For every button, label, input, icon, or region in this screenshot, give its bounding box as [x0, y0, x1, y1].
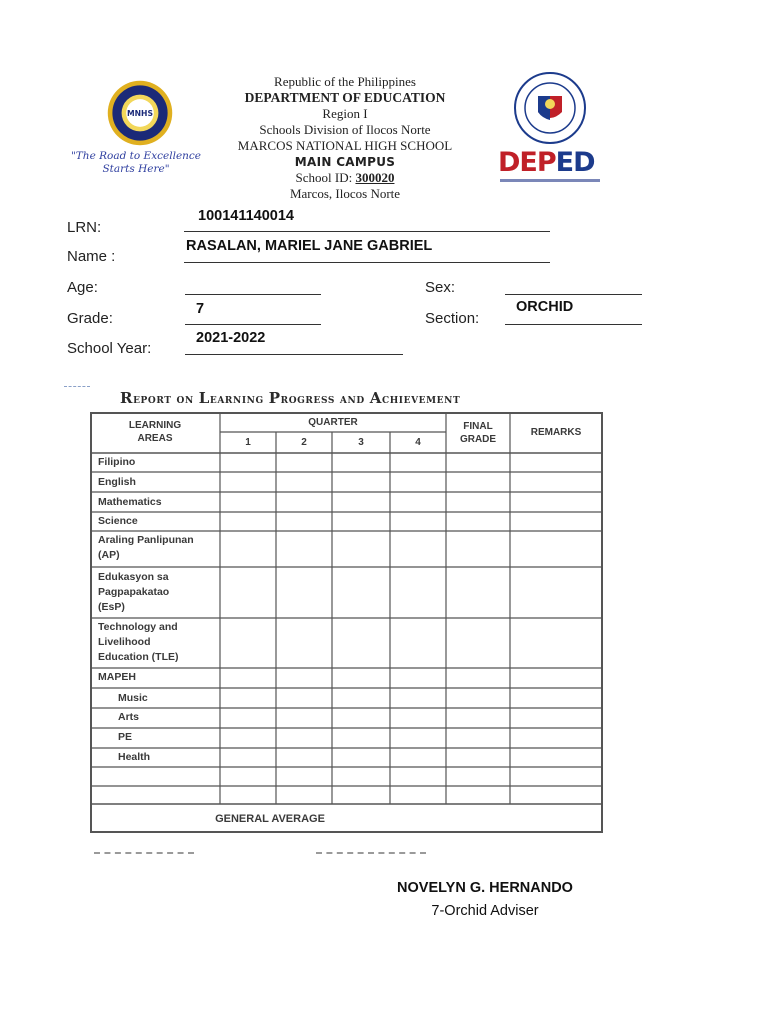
- subject-esp-line-3: (EsP): [98, 601, 125, 613]
- header-department: DEPARTMENT OF EDUCATION: [244, 90, 446, 105]
- report-title-part-4: chievement: [381, 391, 461, 406]
- section-line: [505, 324, 642, 325]
- report-title-cap-r: R: [120, 389, 134, 407]
- header-quarter-2: 2: [301, 437, 307, 448]
- name-line: [184, 262, 550, 263]
- header-remarks: REMARKS: [530, 427, 582, 438]
- grade-value: 7: [196, 301, 205, 317]
- subject-esp: [98, 570, 169, 615]
- report-title-cap-a: A: [369, 389, 382, 407]
- adviser-name: NOVELYN G. HERNANDO: [397, 880, 573, 896]
- stray-mark: [64, 386, 90, 387]
- age-label: Age:: [67, 279, 98, 296]
- subject-mapeh: MAPEH: [98, 671, 136, 683]
- report-title-part-3: rogress and: [280, 391, 370, 406]
- report-title-cap-l: L: [198, 389, 210, 407]
- subject-tle-line-2: Livelihood: [98, 636, 151, 648]
- header-learning-areas: [100, 419, 210, 445]
- subject-music: Music: [118, 692, 148, 704]
- dashed-line-left: [94, 852, 194, 854]
- adviser-title: 7-Orchid Adviser: [431, 903, 539, 919]
- deped-word-ed: ED: [555, 147, 595, 178]
- subject-araling-panlipunan: [98, 533, 194, 563]
- section-label: Section:: [425, 310, 480, 327]
- deped-subline: [500, 179, 600, 182]
- school-id-label: School ID:: [295, 170, 353, 185]
- school-tagline: [56, 150, 216, 176]
- dashed-line-right: [316, 852, 426, 854]
- subject-tle-line-3: Education (TLE): [98, 651, 179, 663]
- deped-seal-icon: [514, 72, 586, 144]
- header-campus: MAIN CAMPUS: [294, 155, 396, 169]
- grade-label: Grade:: [67, 310, 113, 327]
- school-year-value: 2021-2022: [196, 330, 266, 346]
- age-line: [185, 294, 321, 295]
- lrn-line: [184, 231, 550, 232]
- subject-english: English: [98, 476, 136, 488]
- report-title: [120, 389, 600, 407]
- subject-health: Health: [118, 751, 151, 763]
- subject-arts: Arts: [118, 711, 140, 723]
- subject-esp-line-2: Pagpapakatao: [98, 586, 170, 598]
- school-id-value: 300020: [355, 170, 395, 185]
- header-region: Region I: [322, 106, 368, 121]
- school-year-label: School Year:: [67, 340, 152, 357]
- report-title-part-2: earning: [209, 391, 269, 406]
- tagline-line-2: Starts Here": [102, 163, 170, 175]
- subject-esp-line-1: Edukasyon sa: [98, 571, 169, 583]
- school-seal-icon: [97, 80, 183, 146]
- grade-line: [185, 324, 321, 325]
- subject-tle-line-1: Technology and: [98, 621, 178, 633]
- name-value: RASALAN, MARIEL JANE GABRIEL: [186, 238, 433, 254]
- header-quarter: QUARTER: [308, 417, 358, 428]
- header-quarter-4: 4: [415, 437, 421, 448]
- header-final-grade: [446, 420, 510, 446]
- header-learning-areas-line-2: AREAS: [137, 433, 173, 444]
- header-republic: Republic of the Philippines: [274, 74, 416, 89]
- sex-line: [505, 294, 642, 295]
- header-final-line-2: GRADE: [459, 434, 497, 445]
- grades-table: [90, 412, 603, 833]
- section-value: ORCHID: [516, 299, 574, 315]
- seal-initials: MNHS: [127, 109, 153, 119]
- deped-word-dep: DEP: [498, 147, 556, 178]
- tagline-line-1: "The Road to Excellence: [70, 150, 202, 162]
- report-title-part-1: eport on: [133, 391, 199, 406]
- header-quarter-3: 3: [358, 437, 364, 448]
- lrn-value: 100141140014: [198, 208, 294, 224]
- subject-mathematics: Mathematics: [98, 496, 162, 508]
- subject-ap-line-1: Araling Panlipunan: [98, 534, 194, 546]
- header-learning-areas-line-1: LEARNING: [128, 420, 182, 431]
- header-final-line-1: FINAL: [463, 421, 493, 432]
- sex-label: Sex:: [425, 279, 456, 296]
- header-division: Schools Division of Ilocos Norte: [259, 122, 431, 137]
- general-average-label: GENERAL AVERAGE: [215, 813, 325, 825]
- school-year-line: [185, 354, 403, 355]
- subject-tle: [98, 620, 179, 665]
- lrn-label: LRN:: [67, 219, 102, 236]
- subject-filipino: Filipino: [98, 456, 136, 468]
- header-quarter-1: 1: [245, 437, 251, 448]
- header-address: Marcos, Ilocos Norte: [289, 186, 401, 201]
- subject-ap-line-2: (AP): [98, 549, 120, 561]
- name-label: Name :: [67, 248, 116, 265]
- deped-seal: [514, 72, 586, 144]
- header-school-name: MARCOS NATIONAL HIGH SCHOOL: [237, 138, 453, 153]
- deped-wordmark: [498, 147, 595, 178]
- subject-pe: PE: [118, 731, 133, 743]
- header-school-id: [200, 170, 490, 186]
- letterhead: [200, 74, 490, 202]
- subject-science: Science: [98, 515, 138, 527]
- report-title-cap-p: P: [268, 389, 281, 407]
